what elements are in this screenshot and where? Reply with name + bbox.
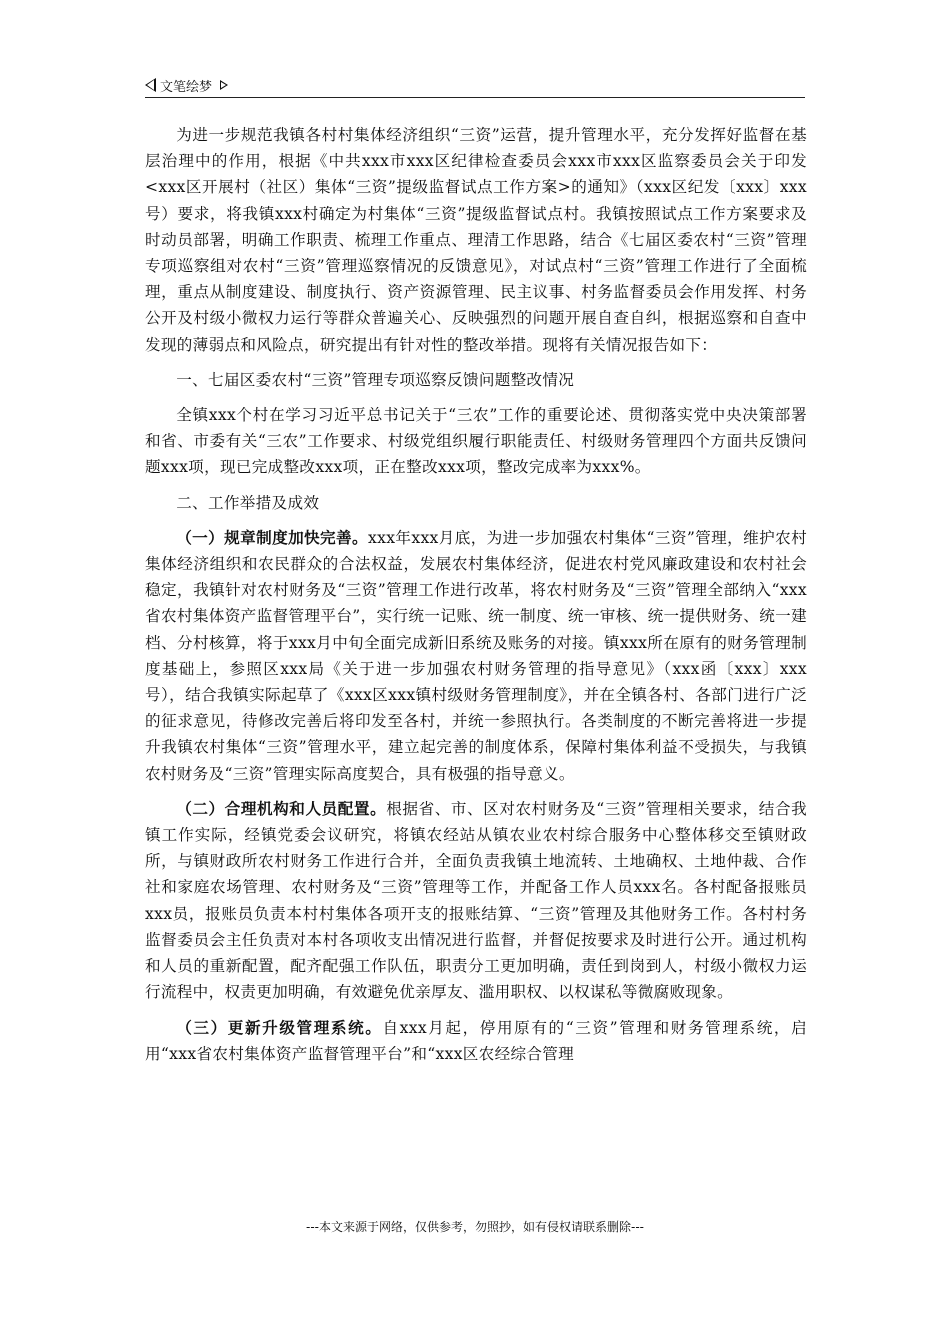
section-heading-2: 二、工作举措及成效: [176, 493, 320, 512]
section-heading-1: 一、七届区委农村“三资”管理专项巡察反馈问题整改情况: [176, 370, 575, 389]
section-1-paragraph: 全镇xxx个村在学习习近平总书记关于“三农”工作的重要论述、贯彻落实党中央决策部署和省、市委有关“三农”工作要求、村级党组织履行职能责任、村级财务管理四个方面共反馈问题xxx项，现已完成整改xxx项，正在整改xxx项，整改完成率为xxx%。: [145, 406, 807, 477]
subsection-1: [145, 525, 807, 787]
triangle-left-icon: [145, 78, 156, 92]
subsection-2-body: 根据省、市、区对农村财务及“三资”管理相关要求，结合我镇工作实际，经镇党委会议研究，将镇农经站从镇农业农村综合服务中心整体移交至镇财政所，与镇财政所农村财务工作进行合并，全面负责我镇土地流转、土地确权、土地仲裁、合作社和家庭农场管理、农村财务及“三资”管理等工作，并配备工作人员xxx名。各村配备报账员xxx员，报账员负责本村村集体各项开支的报账结算、“三资”管理及其他财务工作。各村村务监督委员会主任负责对本村各项收支出情况进行监督，并督促按要求及时进行公开。通过机构和人员的重新配置，配齐配强工作队伍，职责分工更加明确，责任到岗到人，村级小微权力运行流程中，权责更加明确，有效避免优亲厚友、滥用职权、以权谋私等微腐败现象。: [145, 799, 808, 1002]
subsection-2: [145, 796, 807, 1006]
subsection-3-body: 自xxx月起，停用原有的“三资”管理和财务管理系统，启用“xxx省农村集体资产监督管理平台”和“xxx区农经综合管理: [145, 1018, 807, 1063]
header-title: 文笔绘梦: [160, 79, 213, 95]
subsection-1-body: xxx年xxx月底，为进一步加强农村集体“三资”管理，维护农村集体经济组织和农民群众的合法权益，发展农村集体经济，促进农村党风廉政建设和农村社会稳定，我镇针对农村财务及“三资”管理工作进行改革，将农村财务及“三资”管理全部纳入“xxx省农村集体资产监督管理平台”，实行统一记账、统一制度、统一审核、统一提供财务、统一建档、分村核算，将于xxx月中旬全面完成新旧系统及账务的对接。镇xxx所在原有的财务管理制度基础上，参照区xxx局《关于进一步加强农村财务管理的指导意见》（xxx函〔xxx〕xxx号），结合我镇实际起草了《xxx区xxx镇村级财务管理制度》，并在全镇各村、各部门进行广泛的征求意见，待修改完善后将印发至各村，并统一参照执行。各类制度的不断完善将进一步提升我镇农村集体“三资”管理水平，建立起完善的制度体系，保障村集体利益不受损失，与我镇农村财务及“三资”管理实际高度契合，具有极强的指导意义。: [145, 528, 807, 783]
document-body: [145, 122, 807, 1067]
header-rule: [145, 97, 805, 98]
page-footer: ---本文来源于网络，仅供参考，勿照抄，如有侵权请联系删除---: [306, 1220, 644, 1234]
subsection-1-title: （一）规章制度加快完善。: [176, 528, 368, 547]
page-header: [145, 74, 805, 96]
triangle-right-icon: [220, 80, 228, 90]
subsection-2-title: （二）合理机构和人员配置。: [176, 799, 387, 818]
subsection-3: [145, 1015, 807, 1067]
subsection-3-title: （三）更新升级管理系统。: [176, 1018, 383, 1037]
intro-paragraph: 为进一步规范我镇各村村集体经济组织“三资”运营，提升管理水平，充分发挥好监督在基层治理中的作用，根据《中共xxx市xxx区纪律检查委员会xxx市xxx区监察委员会关于印发<xxx区开展村（社区）集体“三资”提级监督试点工作方案>的通知》（xxx区纪发〔xxx〕xxx号）要求，将我镇xxx村确定为村集体“三资”提级监督试点村。我镇按照试点工作方案要求及时动员部署，明确工作职责、梳理工作重点、理清工作思路，结合《七届区委农村“三资”管理专项巡察组对农村“三资”管理巡察情况的反馈意见》，对试点村“三资”管理工作进行了全面梳理，重点从制度建设、制度执行、资产资源管理、民主议事、村务监督委员会作用发挥、村务公开及村级小微权力运行等群众普遍关心、反映强烈的问题开展自查自纠，根据巡察和自查中发现的薄弱点和风险点，研究提出有针对性的整改举措。现将有关情况报告如下：: [145, 126, 807, 354]
